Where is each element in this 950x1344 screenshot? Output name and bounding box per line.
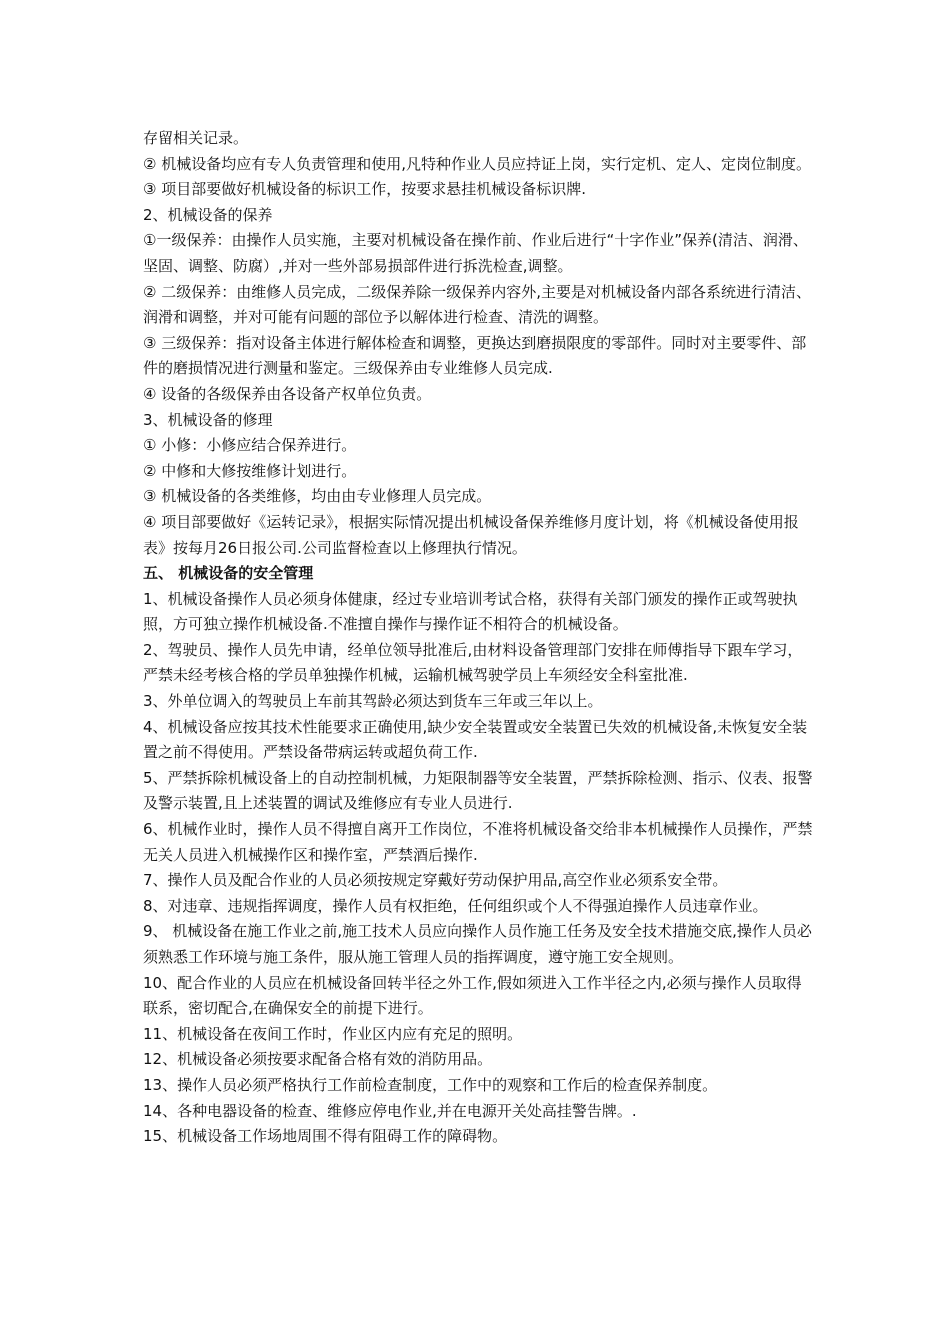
paragraph: 2、驾驶员、操作人员先申请，经单位领导批准后,由材料设备管理部门安排在师傅指导下跟车学习，严禁未经考核合格的学员单独操作机械，运输机械驾驶学员上车须经安全科室批准. xyxy=(143,640,803,685)
paragraph: ② 机械设备均应有专人负责管理和使用,凡特种作业人员应持证上岗，实行定机、定人、定岗位制度。 xyxy=(143,154,811,173)
paragraph: ③ 三级保养：指对设备主体进行解体检查和调整，更换达到磨损限度的零部件。同时对主要零件、部件的磨损情况进行测量和鉴定。三级保养由专业维修人员完成. xyxy=(143,333,807,378)
paragraph: 9、 机械设备在施工作业之前,施工技术人员应向操作人员作施工任务及安全技术措施交底,操作人员必须熟悉工作环境与施工条件，服从施工管理人员的指挥调度，遵守施工安全规则。 xyxy=(143,922,812,966)
paragraph: ④ 设备的各级保养由各设备产权单位负责。 xyxy=(143,384,432,403)
paragraph: ③ 项目部要做好机械设备的标识工作，按要求悬挂机械设备标识牌. xyxy=(143,180,586,199)
paragraph: 12、机械设备必须按要求配备合格有效的消防用品。 xyxy=(143,1050,493,1069)
section-heading: 2、机械设备的保养 xyxy=(143,205,273,224)
paragraph: ② 中修和大修按维修计划进行。 xyxy=(143,461,357,480)
paragraph: 11、机械设备在夜间工作时，作业区内应有充足的照明。 xyxy=(143,1024,523,1043)
paragraph: ④ 项目部要做好《运转记录》，根据实际情况提出机械设备保养维修月度计划，将《机械设备使用报表》按每月26日报公司.公司监督检查以上修理执行情况。 xyxy=(143,512,799,557)
paragraph: 15、机械设备工作场地周围不得有阻碍工作的障碍物。 xyxy=(143,1127,508,1146)
paragraph: 1、机械设备操作人员必须身体健康，经过专业培训考试合格，获得有关部门颁发的操作正或驾驶执照，方可独立操作机械设备.不准擅自操作与操作证不相符合的机械设备。 xyxy=(143,589,798,634)
paragraph: 10、配合作业的人员应在机械设备回转半径之外工作,假如须进入工作半径之内,必须与操作人员取得联系，密切配合,在确保安全的前提下进行。 xyxy=(143,973,802,1018)
paragraph: ① 小修：小修应结合保养进行。 xyxy=(143,436,357,455)
document-body xyxy=(143,126,813,1150)
paragraph: ② 二级保养：由维修人员完成，二级保养除一级保养内容外,主要是对机械设备内部各系统进行清洁、润滑和调整，并对可能有问题的部位予以解体进行检查、清洗的调整。 xyxy=(143,282,811,327)
paragraph: 存留相关记录。 xyxy=(143,129,249,147)
paragraph: 7、操作人员及配合作业的人员必须按规定穿戴好劳动保护用品,高空作业必须系安全带。 xyxy=(143,871,728,890)
paragraph: 5、严禁拆除机械设备上的自动控制机械，力矩限制器等安全装置，严禁拆除检测、指示、仪表、报警及警示装置,且上述装置的调试及维修应有专业人员进行. xyxy=(143,768,813,813)
paragraph: 14、各种电器设备的检查、维修应停电作业,并在电源开关处高挂警告牌。. xyxy=(143,1101,637,1120)
paragraph: 6、机械作业时，操作人员不得擅自离开工作岗位，不准将机械设备交给非本机械操作人员操作，严禁无关人员进入机械操作区和操作室，严禁酒后操作. xyxy=(143,820,813,864)
paragraph: 3、外单位调入的驾驶员上车前其驾龄必须达到货车三年或三年以上。 xyxy=(143,692,603,711)
paragraph: 13、操作人员必须严格执行工作前检查制度，工作中的观察和工作后的检查保养制度。 xyxy=(143,1075,718,1094)
section-heading: 3、机械设备的修理 xyxy=(143,410,273,429)
paragraph: 8、对违章、违规指挥调度，操作人员有权拒绝，任何组织或个人不得强迫操作人员违章作业。 xyxy=(143,896,768,915)
paragraph: 4、机械设备应按其技术性能要求正确使用,缺少安全装置或安全装置已失效的机械设备,未恢复安全装置之前不得使用。严禁设备带病运转或超负荷工作. xyxy=(143,717,808,762)
chapter-heading: 五、 机械设备的安全管理 xyxy=(143,564,314,583)
paragraph: ③ 机械设备的各类维修，均由由专业修理人员完成。 xyxy=(143,487,492,506)
paragraph: ①一级保养：由操作人员实施，主要对机械设备在操作前、作业后进行“十字作业”保养(清洁、润滑、坚固、调整、防腐）,并对一些外部易损部件进行拆洗检查,调整。 xyxy=(143,231,808,275)
